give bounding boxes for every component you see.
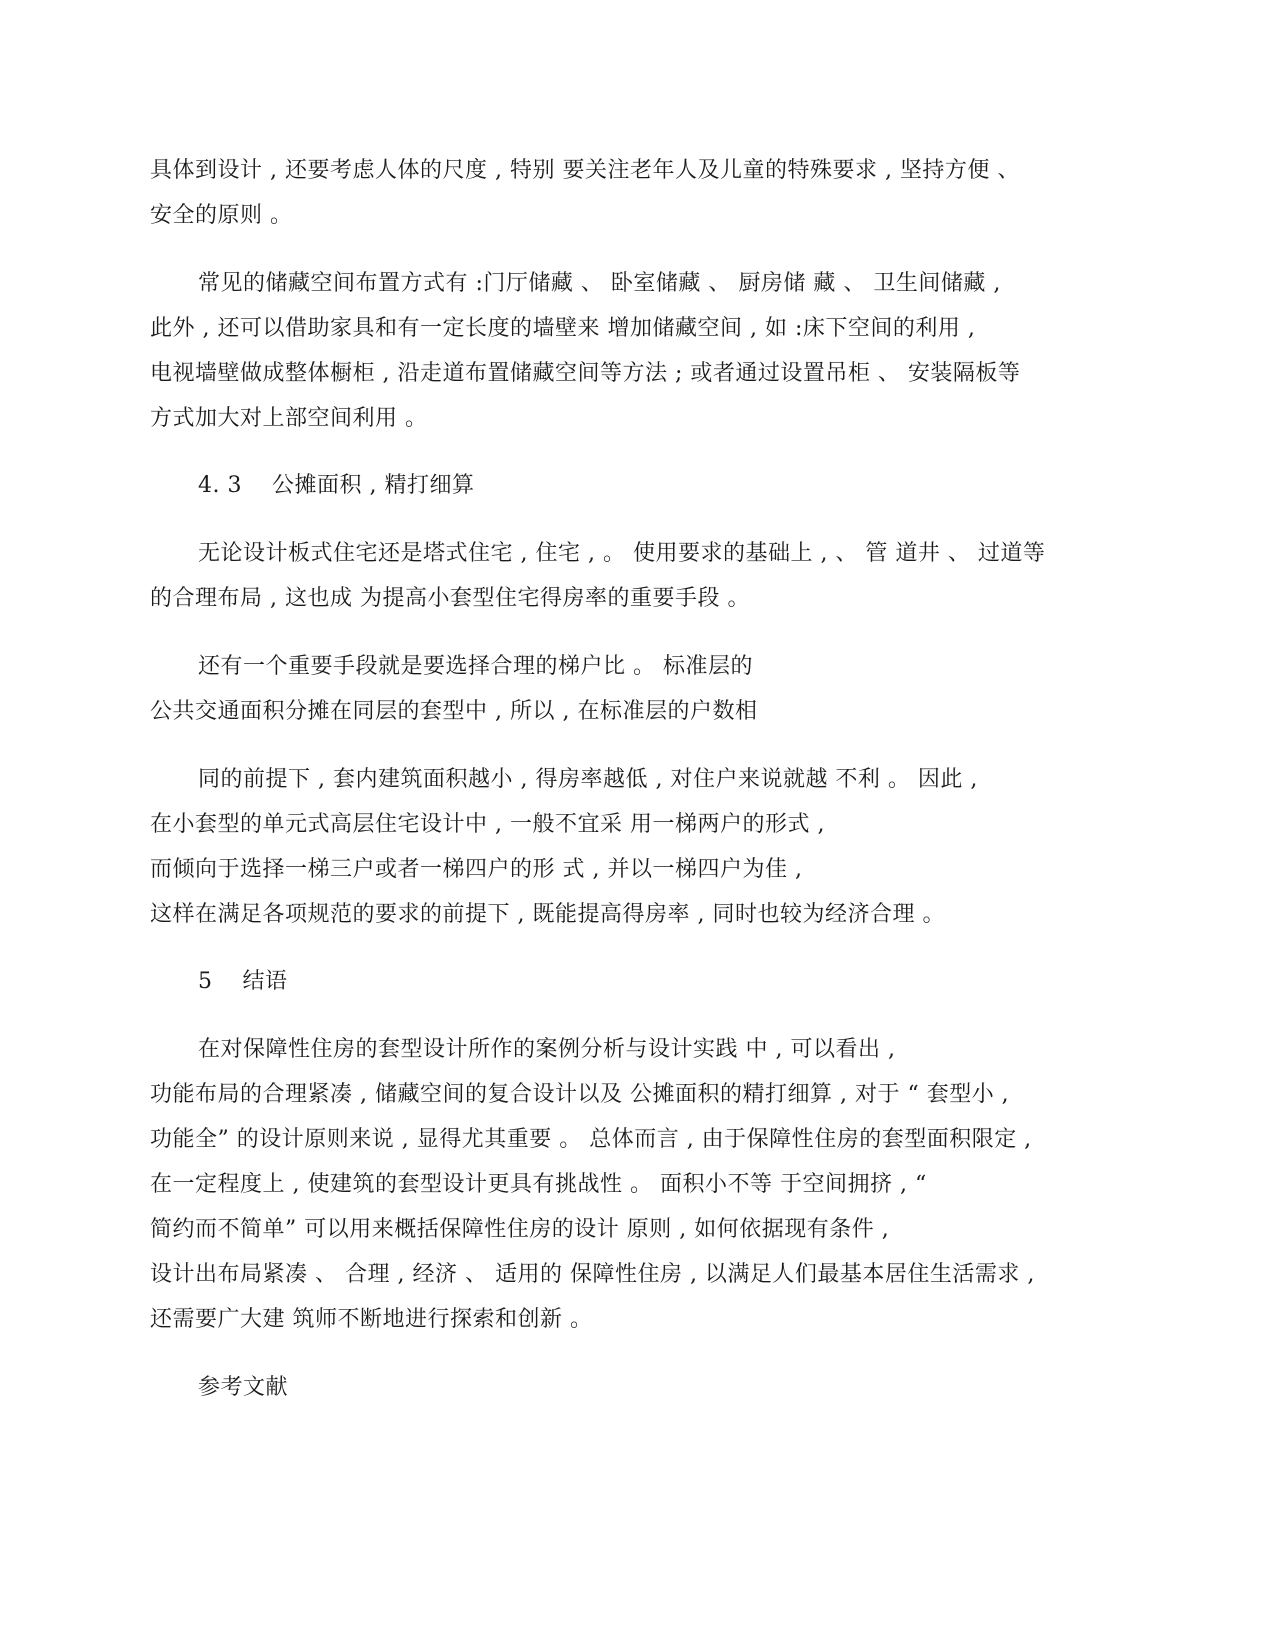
paragraph-start-line: 常见的储藏空间布置方式有 :门厅储藏 、 卧室储藏 、 厨房储 藏 、 卫生间储藏 , <box>198 271 1001 296</box>
paragraph-start-line: 同的前提下 , 套内建筑面积越小 , 得房率越低 , 对住户来说就越 不利 。 因此 , <box>198 767 978 792</box>
text-line: 功能全” 的设计原则来说 , 显得尤其重要 。 总体而言 , 由于保障性住房的套型面积限定 , <box>150 1127 1032 1152</box>
text-line: 在一定程度上 , 使建筑的套型设计更具有挑战性 。 面积小不等 于空间拥挤 , “ <box>150 1172 927 1197</box>
text-line: 公共交通面积分摊在同层的套型中 , 所以 , 在标准层的户数相 <box>150 699 758 724</box>
paragraph-start-line: 无论设计板式住宅还是塔式住宅 , 住宅 , 。 使用要求的基础上 , 、 管 道井 、 过道等 <box>198 541 1046 566</box>
text-line: 安全的原则 。 <box>150 203 293 228</box>
text-line: 电视墙壁做成整体橱柜 , 沿走道布置储藏空间等方法 ; 或者通过设置吊柜 、 安装隔板等 <box>150 361 1021 386</box>
text-line: 设计出布局紧凑 、 合理 , 经济 、 适用的 保障性住房 , 以满足人们最基本居住生活需求 , <box>150 1262 1035 1287</box>
text-line: 简约而不简单” 可以用来概括保障性住房的设计 原则 , 如何依据现有条件 , <box>150 1217 890 1242</box>
text-line: 方式加大对上部空间利用 。 <box>150 406 428 431</box>
section-heading: 5 结语 <box>198 969 288 994</box>
text-line: 具体到设计 , 还要考虑人体的尺度 , 特别 要关注老年人及儿童的特殊要求 , 坚持方便 、 <box>150 158 1020 183</box>
text-line: 还需要广大建 筑师不断地进行探索和创新 。 <box>150 1307 593 1332</box>
text-line: 而倾向于选择一梯三户或者一梯四户的形 式 , 并以一梯四户为佳 , <box>150 857 803 882</box>
text-line: 此外 , 还可以借助家具和有一定长度的墙壁来 增加储藏空间 , 如 :床下空间的利用 , <box>150 316 976 341</box>
text-line: 在小套型的单元式高层住宅设计中 , 一般不宜采 用一梯两户的形式 , <box>150 812 825 837</box>
paragraph-start-line: 还有一个重要手段就是要选择合理的梯户比 。 标准层的 <box>198 654 753 679</box>
paragraph-start-line: 在对保障性住房的套型设计所作的案例分析与设计实践 中 , 可以看出 , <box>198 1037 896 1062</box>
text-line: 功能布局的合理紧凑 , 储藏空间的复合设计以及 公摊面积的精打细算 , 对于 “ 套型小 , <box>150 1082 1010 1107</box>
section-heading: 4. 3 公摊面积 , 精打细算 <box>198 473 475 498</box>
text-line: 这样在满足各项规范的要求的前提下 , 既能提高得房率 , 同时也较为经济合理 。 <box>150 902 945 927</box>
references-heading: 参考文献 <box>198 1375 289 1400</box>
text-line: 的合理布局 , 这也成 为提高小套型住宅得房率的重要手段 。 <box>150 586 750 611</box>
